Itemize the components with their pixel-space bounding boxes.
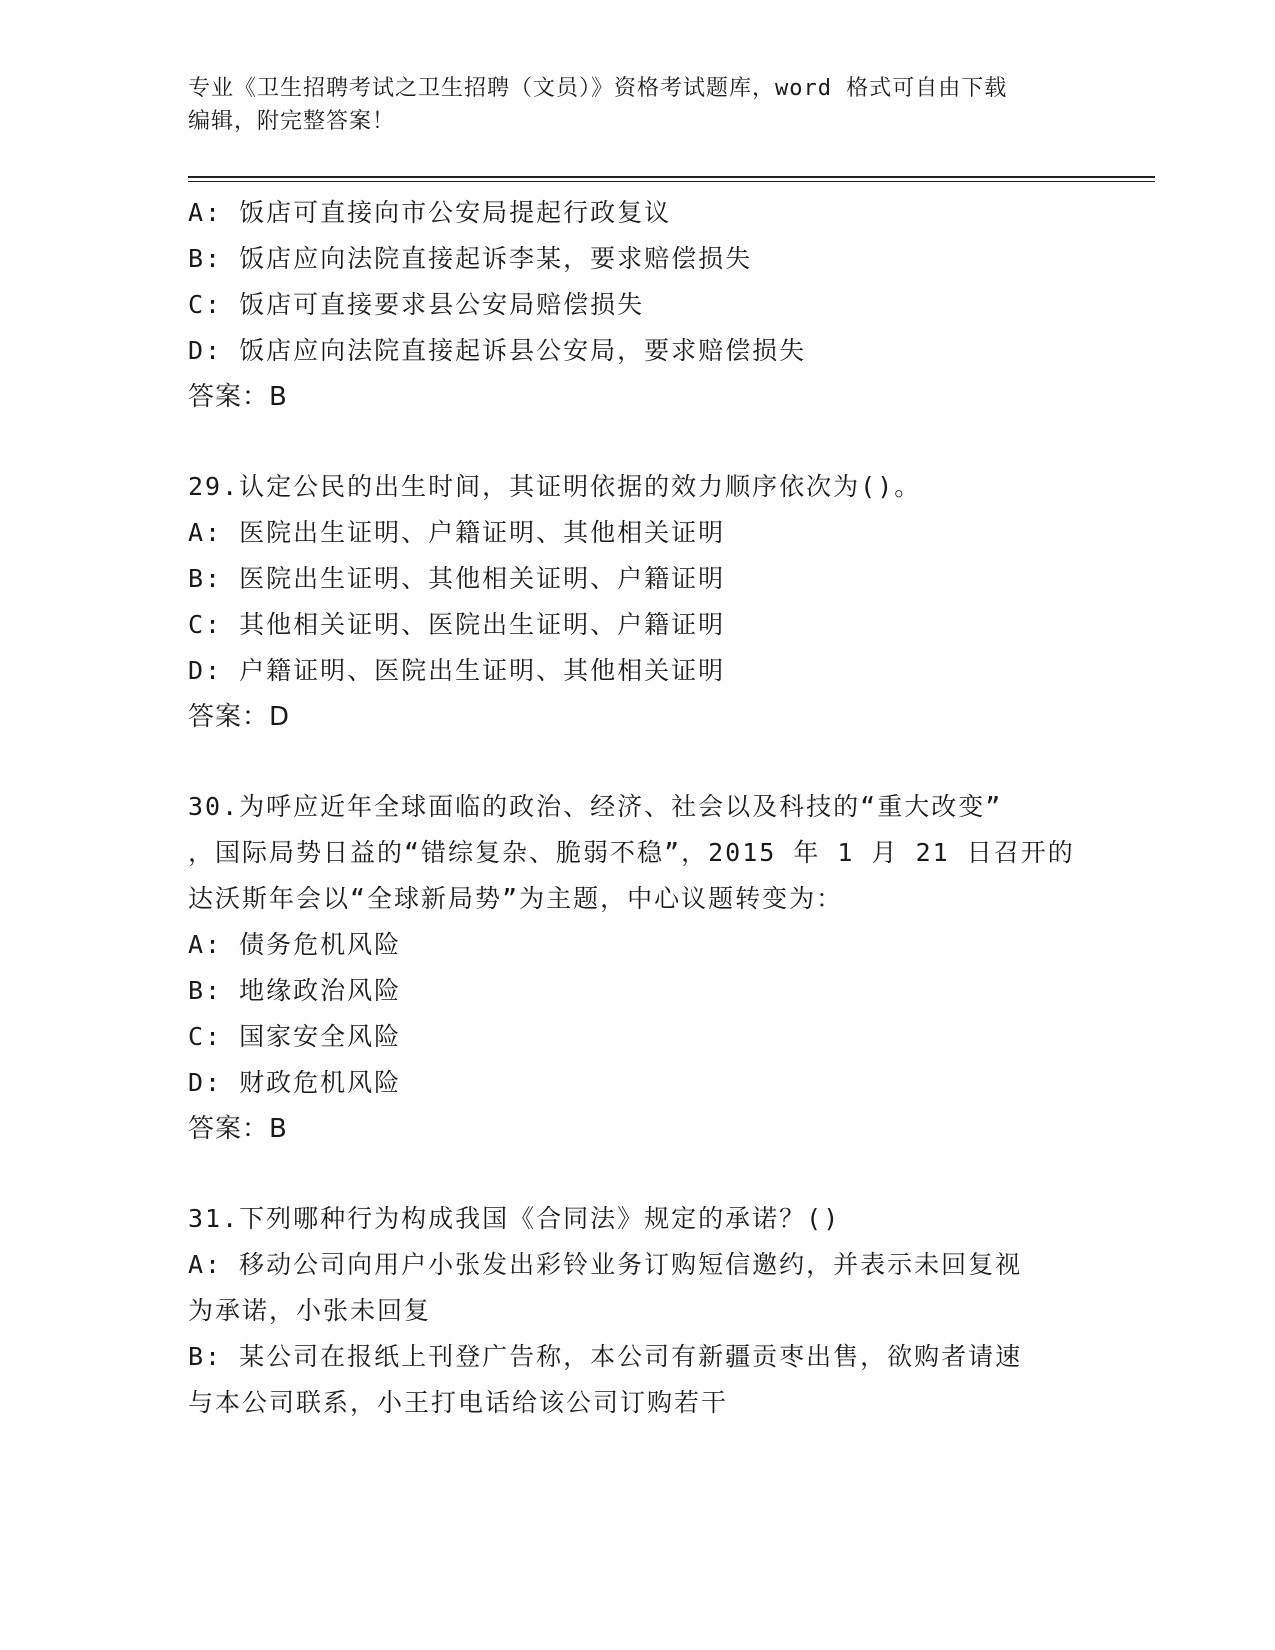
document-header bbox=[188, 72, 1068, 138]
answer-label: 答案：B bbox=[188, 1114, 288, 1144]
question-29 bbox=[188, 464, 1088, 740]
answer-label: 答案：D bbox=[188, 702, 291, 732]
option-a: A: 医院出生证明、户籍证明、其他相关证明 bbox=[188, 518, 726, 547]
question-30 bbox=[188, 784, 1088, 1152]
header-line-1: 专业《卫生招聘考试之卫生招聘（文员）》资格考试题库，word 格式可自由下载 bbox=[188, 76, 1008, 101]
question-31 bbox=[188, 1196, 1088, 1426]
question-list bbox=[188, 190, 1088, 1426]
question-28-continued bbox=[188, 190, 1088, 420]
option-b: B: 某公司在报纸上刊登广告称，本公司有新疆贡枣出售，欲购者请速 bbox=[188, 1342, 1023, 1371]
option-d: D: 财政危机风险 bbox=[188, 1068, 402, 1097]
option-b: B: 地缘政治风险 bbox=[188, 976, 402, 1005]
option-b: B: 饭店应向法院直接起诉李某，要求赔偿损失 bbox=[188, 244, 753, 273]
question-stem: ，国际局势日益的“错综复杂、脆弱不稳”，2015 年 1 月 21 日召开的 bbox=[188, 838, 1075, 867]
option-b: B: 医院出生证明、其他相关证明、户籍证明 bbox=[188, 564, 726, 593]
header-line-2: 编辑，附完整答案！ bbox=[188, 109, 396, 134]
question-stem: 29.认定公民的出生时间，其证明依据的效力顺序依次为()。 bbox=[188, 472, 922, 501]
option-a-continued: 为承诺，小张未回复 bbox=[188, 1296, 432, 1325]
option-a: A: 移动公司向用户小张发出彩铃业务订购短信邀约，并表示未回复视 bbox=[188, 1250, 1023, 1279]
option-b-continued: 与本公司联系，小王打电话给该公司订购若干 bbox=[188, 1388, 729, 1417]
option-c: C: 国家安全风险 bbox=[188, 1022, 402, 1051]
option-a: A: 债务危机风险 bbox=[188, 930, 402, 959]
question-stem: 30.为呼应近年全球面临的政治、经济、社会以及科技的“重大改变” bbox=[188, 792, 1003, 821]
option-c: C: 饭店可直接要求县公安局赔偿损失 bbox=[188, 290, 645, 319]
question-stem: 达沃斯年会以“全球新局势”为主题，中心议题转变为： bbox=[188, 884, 844, 913]
question-stem: 31.下列哪种行为构成我国《合同法》规定的承诺？() bbox=[188, 1204, 841, 1233]
header-rule-thick bbox=[188, 176, 1155, 178]
option-a: A: 饭店可直接向市公安局提起行政复议 bbox=[188, 198, 672, 227]
answer-label: 答案：B bbox=[188, 382, 288, 412]
option-d: D: 户籍证明、医院出生证明、其他相关证明 bbox=[188, 656, 726, 685]
option-c: C: 其他相关证明、医院出生证明、户籍证明 bbox=[188, 610, 726, 639]
option-d: D: 饭店应向法院直接起诉县公安局，要求赔偿损失 bbox=[188, 336, 807, 365]
header-rule-thin bbox=[188, 181, 1155, 182]
